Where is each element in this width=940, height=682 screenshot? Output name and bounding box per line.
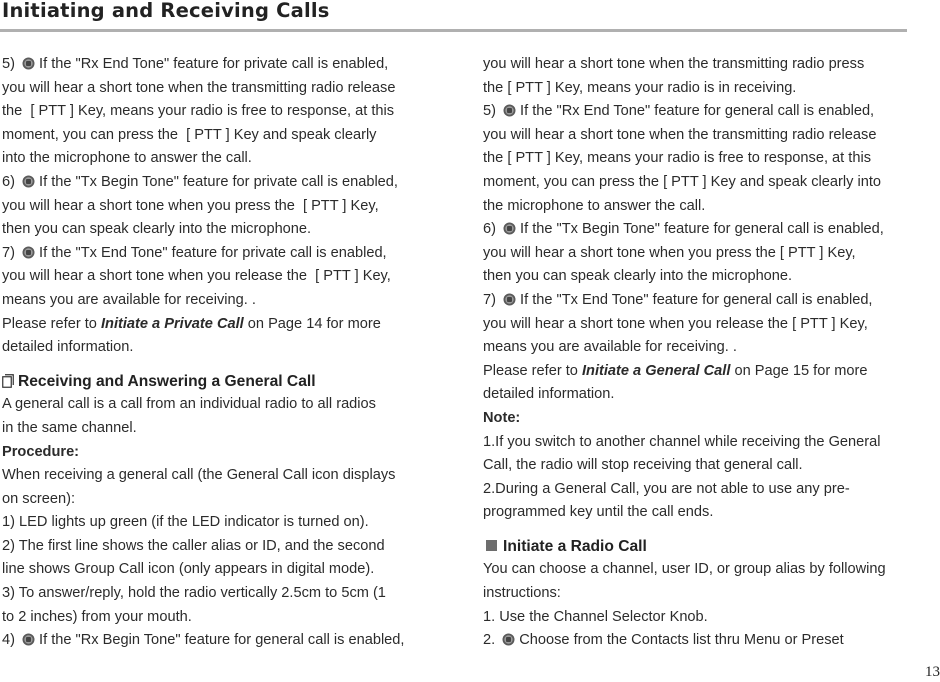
paragraph-line: 2.During a General Call, you are not able to use any pre- — [483, 480, 850, 497]
paragraph-line: on screen): — [2, 490, 76, 507]
paragraph-line: moment, you can press the [ PTT ] Key and speak clearly into — [483, 173, 882, 190]
paragraph-line: 7) If the "Tx End Tone" feature for private call is enabled, — [2, 244, 387, 261]
digital-mode-icon — [22, 631, 35, 644]
paragraph-line: means you are available for receiving. . — [2, 291, 256, 308]
paragraph-line: then you can speak clearly into the microphone. — [483, 268, 793, 285]
paragraph-line: 6) If the "Tx Begin Tone" feature for general call is enabled, — [483, 221, 884, 238]
paragraph-line: then you can speak clearly into the microphone. — [2, 221, 312, 238]
note-label: Note: — [483, 409, 521, 426]
paragraph-line: 4) If the "Rx Begin Tone" feature for general call is enabled, — [2, 632, 405, 649]
square-bullet-icon — [486, 540, 497, 551]
paragraph-line: instructions: — [483, 585, 561, 602]
paragraph-line: A general call is a call from an individual radio to all radios — [2, 396, 376, 413]
paragraph-line: you will hear a short tone when the transmitting radio press — [483, 56, 865, 72]
paragraph-line: 2) The first line shows the caller alias or ID, and the second — [2, 537, 385, 554]
digital-mode-icon — [503, 220, 516, 233]
digital-mode-icon — [503, 291, 516, 304]
cross-reference-link: Initiate a Private Call — [100, 315, 244, 332]
paragraph-line: programmed key until the call ends. — [483, 504, 714, 521]
digital-mode-icon — [503, 102, 516, 115]
paragraph-line: 7) If the "Tx End Tone" feature for general call is enabled, — [483, 291, 873, 308]
title-divider — [0, 29, 907, 32]
document-icon — [2, 372, 14, 386]
digital-mode-icon — [22, 244, 35, 257]
paragraph-line: the [ PTT ] Key, means your radio is free to response, at this — [2, 103, 395, 120]
paragraph-line: 5) If the "Rx End Tone" feature for private call is enabled, — [2, 56, 389, 72]
procedure-label: Procedure: — [2, 443, 80, 460]
paragraph-line: 5) If the "Rx End Tone" feature for general call is enabled, — [483, 103, 875, 120]
paragraph-line: detailed information. — [2, 339, 134, 356]
paragraph-line: you will hear a short tone when you press the [ PTT ] Key, — [483, 244, 856, 261]
paragraph-line: the microphone to answer the call. — [483, 197, 706, 214]
paragraph-line: 2. Choose from the Contacts list thru Menu or Preset — [483, 632, 844, 649]
paragraph-line: the [ PTT ] Key, means your radio is in receiving. — [483, 79, 797, 96]
left-column — [2, 53, 432, 653]
digital-mode-icon — [22, 173, 35, 186]
paragraph-line: the [ PTT ] Key, means your radio is free to response, at this — [483, 150, 871, 167]
paragraph-line: in the same channel. — [2, 419, 137, 436]
paragraph-line: to 2 inches) from your mouth. — [2, 608, 192, 625]
paragraph-line: 3) To answer/reply, hold the radio vertically 2.5cm to 5cm (1 — [2, 585, 386, 602]
paragraph-line: means you are available for receiving. . — [483, 339, 737, 356]
paragraph-line: Please refer to Initiate a Private Call on Page 14 for more — [2, 315, 381, 332]
right-column — [483, 53, 913, 653]
paragraph-line: moment, you can press the [ PTT ] Key and speak clearly — [2, 126, 377, 143]
page-title: Initiating and Receiving Calls — [2, 0, 330, 22]
cross-reference-link: Initiate a General Call — [581, 362, 731, 379]
digital-mode-icon — [22, 55, 35, 68]
paragraph-line: you will hear a short tone when the transmitting radio release — [483, 126, 877, 143]
paragraph-line: line shows Group Call icon (only appears in digital mode). — [2, 561, 375, 578]
section-heading: Receiving and Answering a General Call — [2, 370, 432, 394]
paragraph-line: You can choose a channel, user ID, or group alias by following — [483, 561, 886, 578]
digital-mode-icon — [502, 631, 515, 644]
paragraph-line: 1) LED lights up green (if the LED indicator is turned on). — [2, 514, 369, 531]
page-number: 13 — [925, 664, 940, 680]
paragraph-line: 1.If you switch to another channel while receiving the General — [483, 433, 881, 450]
paragraph-line: into the microphone to answer the call. — [2, 150, 252, 167]
paragraph-line: 6) If the "Tx Begin Tone" feature for private call is enabled, — [2, 173, 398, 190]
paragraph-line: you will hear a short tone when the transmitting radio release — [2, 79, 396, 96]
paragraph-line: When receiving a general call (the General Call icon displays — [2, 467, 396, 484]
paragraph-line: Please refer to Initiate a General Call on Page 15 for more — [483, 362, 868, 379]
paragraph-line: detailed information. — [483, 386, 615, 403]
paragraph-line: you will hear a short tone when you release the [ PTT ] Key, — [483, 315, 868, 332]
section-heading: Initiate a Radio Call — [483, 535, 913, 559]
paragraph-line: you will hear a short tone when you release the [ PTT ] Key, — [2, 268, 391, 285]
paragraph-line: you will hear a short tone when you press the [ PTT ] Key, — [2, 197, 379, 214]
paragraph-line: 1. Use the Channel Selector Knob. — [483, 608, 708, 625]
paragraph-line: Call, the radio will stop receiving that general call. — [483, 457, 803, 474]
